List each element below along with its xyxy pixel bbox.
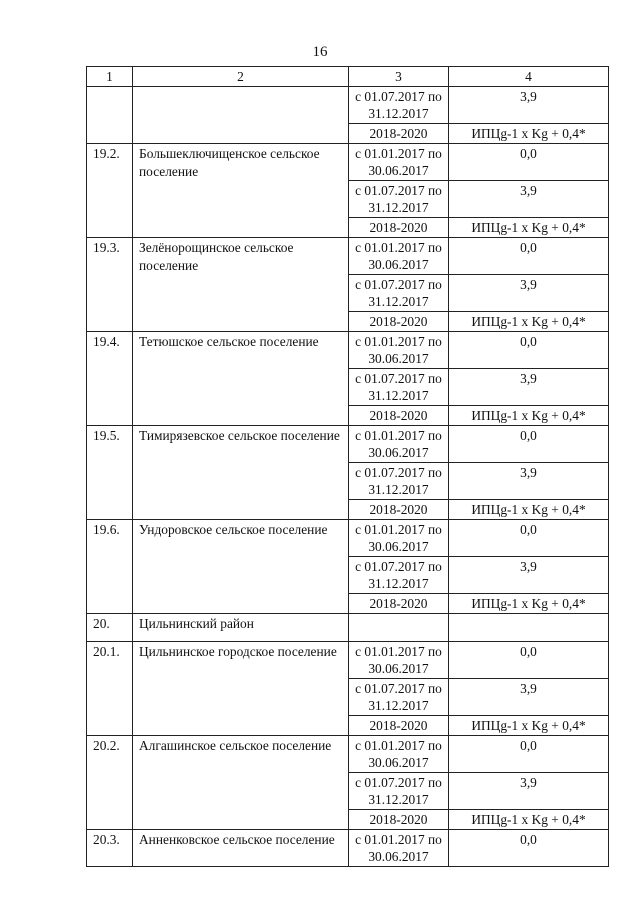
period-cell: с 01.01.2017 по 30.06.2017 xyxy=(349,238,449,275)
value-cell: 3,9 xyxy=(449,181,609,218)
period-cell: с 01.01.2017 по 30.06.2017 xyxy=(349,332,449,369)
period-cell: с 01.07.2017 по 31.12.2017 xyxy=(349,87,449,124)
value-cell: 0,0 xyxy=(449,426,609,463)
period-cell: с 01.07.2017 по 31.12.2017 xyxy=(349,275,449,312)
row-number: 20.3. xyxy=(87,830,133,867)
period-cell: с 01.07.2017 по 31.12.2017 xyxy=(349,463,449,500)
header-row xyxy=(87,67,609,87)
period-cell: 2018-2020 xyxy=(349,594,449,614)
value-cell: 0,0 xyxy=(449,144,609,181)
settlement-name: Тимирязевское сельское поселение xyxy=(133,426,349,520)
period-cell: с 01.01.2017 по 30.06.2017 xyxy=(349,736,449,773)
value-cell: 3,9 xyxy=(449,557,609,594)
column-header-1: 1 xyxy=(87,67,133,87)
table-row xyxy=(87,238,609,275)
period-cell: с 01.07.2017 по 31.12.2017 xyxy=(349,181,449,218)
table-row xyxy=(87,144,609,181)
row-number: 19.6. xyxy=(87,520,133,614)
page-number: 16 xyxy=(312,44,328,60)
region-row xyxy=(87,614,609,642)
settlement-name: Большеключищенское сельское поселение xyxy=(133,144,349,238)
settlement-name: Анненковское сельское поселение xyxy=(133,830,349,867)
row-number: 19.2. xyxy=(87,144,133,238)
value-cell: 3,9 xyxy=(449,679,609,716)
period-cell: с 01.01.2017 по 30.06.2017 xyxy=(349,642,449,679)
settlement-name: Цильнинское городское поселение xyxy=(133,642,349,736)
settlement-name: Ундоровское сельское поселение xyxy=(133,520,349,614)
value-cell: ИПЦg-1 x Kg + 0,4* xyxy=(449,716,609,736)
table-row xyxy=(87,87,609,124)
empty-cell xyxy=(349,614,449,642)
column-header-4: 4 xyxy=(449,67,609,87)
value-cell: 3,9 xyxy=(449,87,609,124)
period-cell: с 01.01.2017 по 30.06.2017 xyxy=(349,144,449,181)
row-number: 19.3. xyxy=(87,238,133,332)
region-number: 20. xyxy=(87,614,133,642)
value-cell: 0,0 xyxy=(449,736,609,773)
period-cell: 2018-2020 xyxy=(349,810,449,830)
table-row xyxy=(87,332,609,369)
value-cell: 0,0 xyxy=(449,238,609,275)
table-row xyxy=(87,736,609,773)
region-name: Цильнинский район xyxy=(133,614,349,642)
period-cell: с 01.01.2017 по 30.06.2017 xyxy=(349,520,449,557)
row-number: 20.1. xyxy=(87,642,133,736)
value-cell: 0,0 xyxy=(449,332,609,369)
period-cell: 2018-2020 xyxy=(349,312,449,332)
value-cell: 3,9 xyxy=(449,773,609,810)
tariff-table xyxy=(86,66,609,867)
settlement-name: Тетюшское сельское поселение xyxy=(133,332,349,426)
value-cell: ИПЦg-1 x Kg + 0,4* xyxy=(449,218,609,238)
value-cell: ИПЦg-1 x Kg + 0,4* xyxy=(449,406,609,426)
row-number: 19.5. xyxy=(87,426,133,520)
column-header-2: 2 xyxy=(133,67,349,87)
period-cell: с 01.01.2017 по 30.06.2017 xyxy=(349,830,449,867)
settlement-name-cell xyxy=(133,87,349,144)
settlement-name: Зелёнорощинское сельское поселение xyxy=(133,238,349,332)
period-cell: с 01.07.2017 по 31.12.2017 xyxy=(349,557,449,594)
value-cell: 0,0 xyxy=(449,642,609,679)
row-number: 19.4. xyxy=(87,332,133,426)
value-cell: 3,9 xyxy=(449,275,609,312)
period-cell: 2018-2020 xyxy=(349,406,449,426)
value-cell: ИПЦg-1 x Kg + 0,4* xyxy=(449,124,609,144)
row-number: 20.2. xyxy=(87,736,133,830)
table-row xyxy=(87,426,609,463)
row-number-cell xyxy=(87,87,133,144)
column-header-3: 3 xyxy=(349,67,449,87)
settlement-name: Алгашинское сельское поселение xyxy=(133,736,349,830)
empty-cell xyxy=(449,614,609,642)
period-cell: 2018-2020 xyxy=(349,218,449,238)
period-cell: с 01.07.2017 по 31.12.2017 xyxy=(349,369,449,406)
value-cell: 3,9 xyxy=(449,369,609,406)
period-cell: с 01.07.2017 по 31.12.2017 xyxy=(349,773,449,810)
value-cell: ИПЦg-1 x Kg + 0,4* xyxy=(449,312,609,332)
period-cell: 2018-2020 xyxy=(349,124,449,144)
value-cell: 0,0 xyxy=(449,520,609,557)
value-cell: ИПЦg-1 x Kg + 0,4* xyxy=(449,810,609,830)
table-row xyxy=(87,830,609,867)
table-row xyxy=(87,520,609,557)
value-cell: 3,9 xyxy=(449,463,609,500)
table-row xyxy=(87,642,609,679)
value-cell: ИПЦg-1 x Kg + 0,4* xyxy=(449,500,609,520)
period-cell: 2018-2020 xyxy=(349,500,449,520)
period-cell: с 01.07.2017 по 31.12.2017 xyxy=(349,679,449,716)
value-cell: ИПЦg-1 x Kg + 0,4* xyxy=(449,594,609,614)
period-cell: с 01.01.2017 по 30.06.2017 xyxy=(349,426,449,463)
value-cell: 0,0 xyxy=(449,830,609,867)
period-cell: 2018-2020 xyxy=(349,716,449,736)
